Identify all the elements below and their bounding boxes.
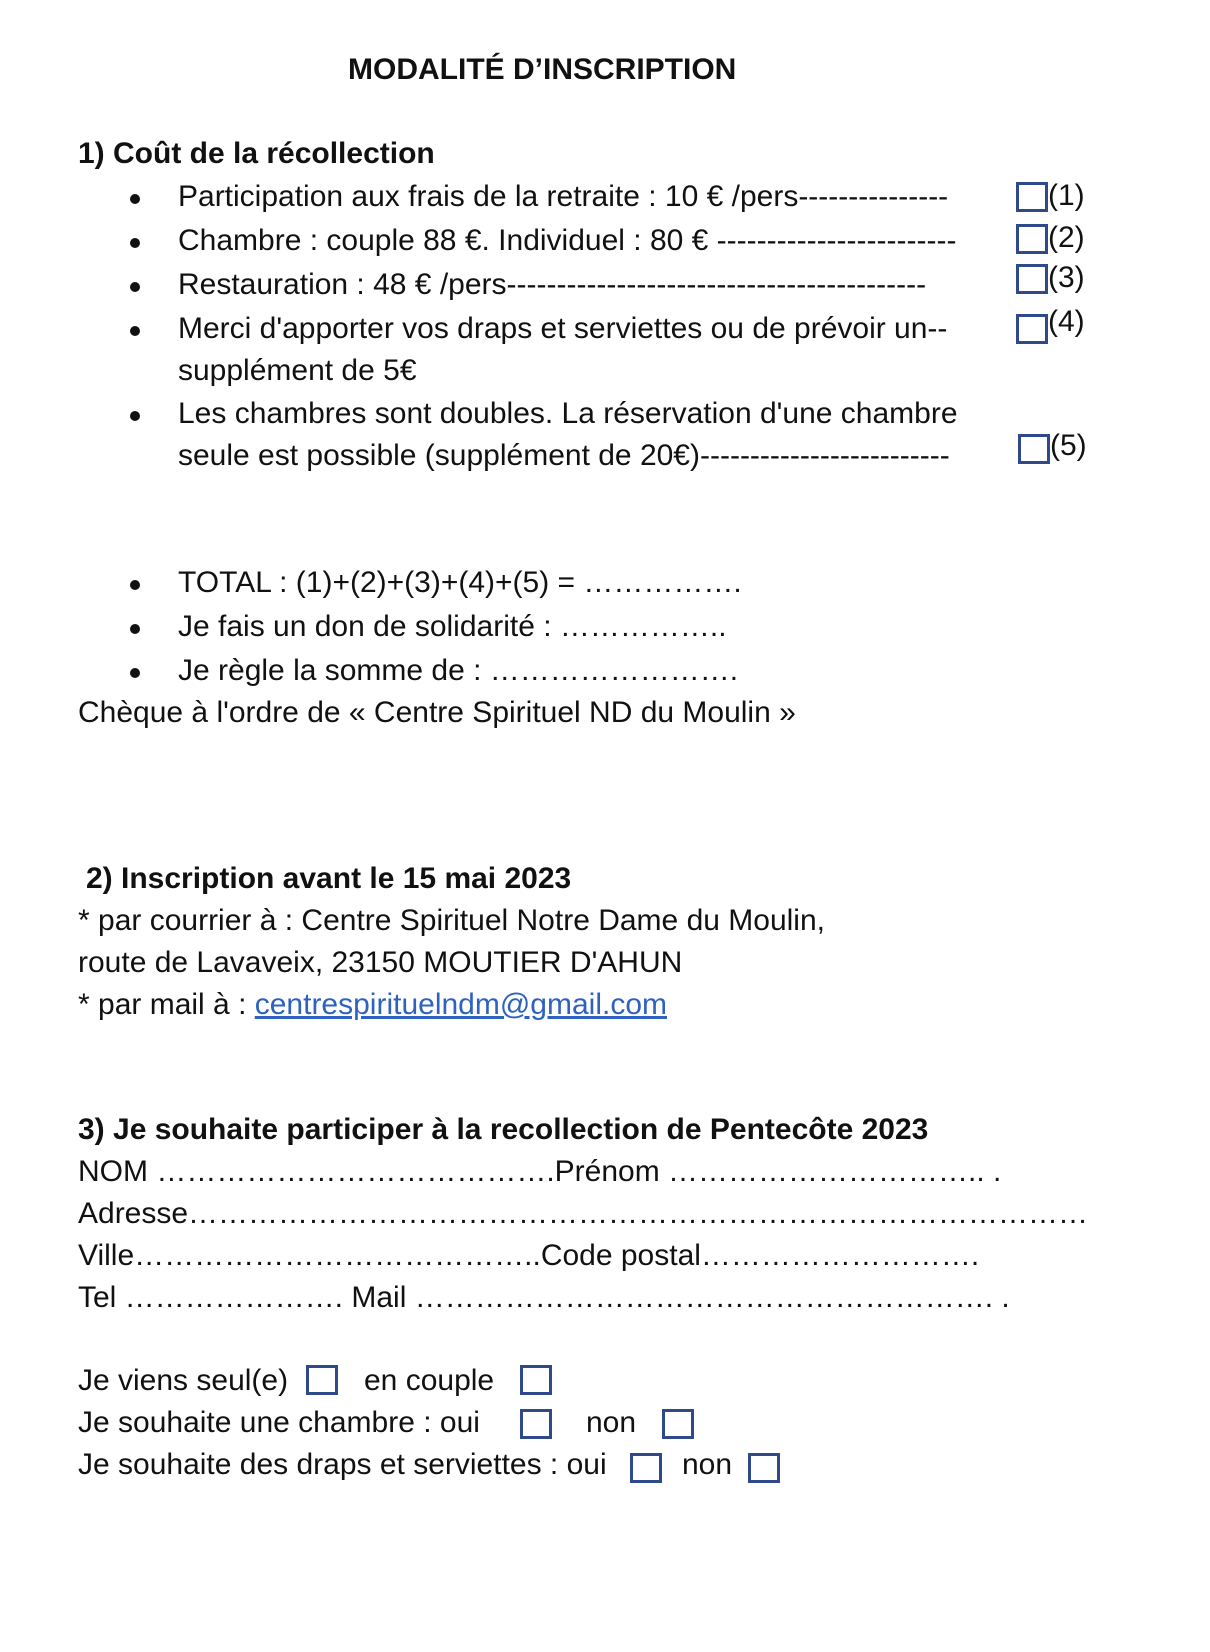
checkbox-seul[interactable] (306, 1365, 338, 1395)
checkbox-4[interactable] (1016, 314, 1048, 344)
cost-item-participation: Participation aux frais de la retraite : 10 € /pers--------------- (178, 180, 949, 213)
draps-non-label: non (682, 1448, 733, 1481)
section-3-heading: 3) Je souhaite participer à la recollection de Pentecôte 2023 (78, 1113, 929, 1146)
checkbox-chambre-non[interactable] (662, 1409, 694, 1439)
bullet (130, 411, 140, 421)
chambre-label: Je souhaite une chambre : oui (78, 1406, 480, 1439)
checkbox-5[interactable] (1018, 434, 1050, 464)
courrier-line: * par courrier à : Centre Spirituel Notre Dame du Moulin, (78, 904, 825, 937)
checkbox-1[interactable] (1016, 182, 1048, 212)
couple-label: en couple (364, 1364, 495, 1397)
bullet (130, 624, 140, 634)
marker-3: (3) (1048, 261, 1085, 294)
cost-item-draps-cont: supplément de 5€ (178, 354, 417, 387)
tel-field[interactable]: Tel …………………. Mail …………………………………………………. . (78, 1281, 1010, 1314)
cost-item-restauration: Restauration : 48 € /pers------------------------------------------ (178, 268, 927, 301)
draps-label: Je souhaite des draps et serviettes : oui (78, 1448, 607, 1481)
cost-item-draps: Merci d'apporter vos draps et serviettes ou de prévoir un-- (178, 312, 948, 345)
bullet (130, 282, 140, 292)
bullet (130, 194, 140, 204)
don-line: Je fais un don de solidarité : …………….. (178, 610, 727, 643)
mail-line (78, 987, 667, 1023)
checkbox-2[interactable] (1016, 224, 1048, 254)
marker-2: (2) (1048, 221, 1085, 254)
chambre-non-label: non (586, 1406, 637, 1439)
bullet (130, 326, 140, 336)
total-line: TOTAL : (1)+(2)+(3)+(4)+(5) = ……………. (178, 566, 742, 599)
cheque-line: Chèque à l'ordre de « Centre Spirituel ND du Moulin » (78, 696, 796, 729)
section-2-heading: 2) Inscription avant le 15 mai 2023 (86, 862, 572, 895)
nom-field[interactable]: NOM ………………………………….Prénom ………………………….. . (78, 1155, 1002, 1188)
cost-item-chambre: Chambre : couple 88 €. Individuel : 80 € ------------------------ (178, 224, 957, 257)
address-line: route de Lavaveix, 23150 MOUTIER D'AHUN (78, 946, 683, 979)
checkbox-draps-non[interactable] (748, 1453, 780, 1483)
checkbox-3[interactable] (1016, 264, 1048, 294)
checkbox-draps-oui[interactable] (630, 1453, 662, 1483)
cost-item-chambre-seule-cont: seule est possible (supplément de 20€)------------------------- (178, 439, 950, 472)
marker-4: (4) (1048, 305, 1085, 338)
bullet (130, 668, 140, 678)
section-1-heading: 1) Coût de la récollection (78, 137, 435, 170)
ville-field[interactable]: Ville…………………………………..Code postal………………………. (78, 1239, 980, 1272)
bullet (130, 580, 140, 590)
cost-item-chambre-seule: Les chambres sont doubles. La réservation d'une chambre (178, 397, 958, 430)
page-title: MODALITÉ D’INSCRIPTION (348, 53, 737, 86)
marker-1: (1) (1048, 179, 1085, 212)
checkbox-couple[interactable] (520, 1365, 552, 1395)
adresse-field[interactable]: Adresse……………………………………………………………………………… (78, 1197, 1089, 1230)
seul-label: Je viens seul(e) (78, 1364, 289, 1397)
bullet (130, 238, 140, 248)
marker-5: (5) (1050, 429, 1087, 462)
checkbox-chambre-oui[interactable] (520, 1409, 552, 1439)
mail-prefix: * par mail à : (78, 988, 255, 1021)
somme-line: Je règle la somme de : ……………………. (178, 654, 739, 687)
email-link[interactable]: centrespirituelndm@gmail.com (254, 988, 667, 1021)
